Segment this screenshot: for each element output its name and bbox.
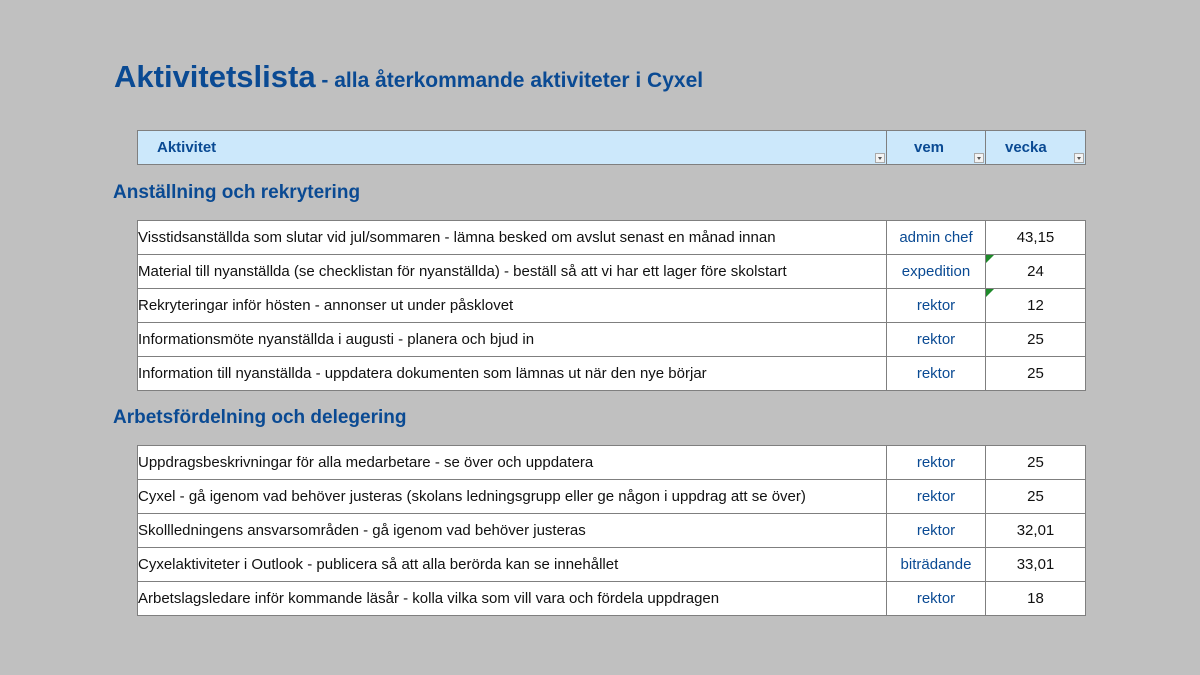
table-row [138, 548, 1086, 582]
cell-vem[interactable]: expedition [887, 255, 986, 289]
cell-vem[interactable]: rektor [887, 323, 986, 357]
cell-aktivitet[interactable]: Information till nyanställda - uppdatera dokumenten som lämnas ut när den nye börjar [138, 357, 887, 391]
cell-vem[interactable]: rektor [887, 480, 986, 514]
cell-vecka[interactable] [986, 446, 1086, 480]
cell-vecka-value: 18 [1027, 590, 1044, 607]
column-header-vecka [986, 131, 1086, 165]
cell-aktivitet[interactable]: Material till nyanställda (se checklistan för nyanställda) - beställ så att vi har ett lager före skolstart [138, 255, 887, 289]
column-header-vem-label: vem [913, 139, 945, 156]
cell-vecka-value: 24 [1027, 263, 1044, 280]
filter-dropdown-vem[interactable] [974, 153, 984, 163]
table-row [138, 446, 1086, 480]
cell-vecka-value: 33,01 [1016, 556, 1055, 573]
column-header-vem [887, 131, 986, 165]
cell-aktivitet[interactable]: Cyxel - gå igenom vad behöver justeras (skolans ledningsgrupp eller ge någon i uppdrag att se över) [138, 480, 887, 514]
cell-vecka-value: 12 [1027, 297, 1044, 314]
cell-vecka[interactable] [986, 514, 1086, 548]
comment-indicator-icon[interactable] [986, 289, 994, 297]
column-header-aktivitet-label: Aktivitet [157, 139, 217, 156]
section-heading-anstallning: Anställning och rekrytering [113, 182, 361, 203]
filter-dropdown-aktivitet[interactable] [875, 153, 885, 163]
table-row [138, 221, 1086, 255]
cell-vecka-value: 32,01 [1016, 522, 1055, 539]
cell-aktivitet[interactable]: Informationsmöte nyanställda i augusti - planera och bjud in [138, 323, 887, 357]
cell-vem[interactable]: rektor [887, 582, 986, 616]
table-row [138, 255, 1086, 289]
cell-vem[interactable]: rektor [887, 446, 986, 480]
cell-aktivitet[interactable]: Cyxelaktiviteter i Outlook - publicera så att alla berörda kan se innehållet [138, 548, 887, 582]
cell-aktivitet[interactable]: Uppdragsbeskrivningar för alla medarbetare - se över och uppdatera [138, 446, 887, 480]
cell-vecka[interactable] [986, 323, 1086, 357]
table-row [138, 514, 1086, 548]
table-row [138, 289, 1086, 323]
column-header-aktivitet [138, 131, 887, 165]
cell-vecka[interactable] [986, 255, 1086, 289]
page-title-main: Aktivitetslista [114, 59, 316, 94]
table-row [138, 480, 1086, 514]
table-row [138, 582, 1086, 616]
activity-table-arbetsfordelning [137, 445, 1086, 616]
cell-vem[interactable]: rektor [887, 289, 986, 323]
column-header-vecka-label: vecka [1005, 139, 1047, 156]
cell-vecka[interactable] [986, 221, 1086, 255]
cell-vem[interactable]: biträdande [887, 548, 986, 582]
cell-vecka[interactable] [986, 582, 1086, 616]
cell-vecka[interactable] [986, 548, 1086, 582]
cell-vecka-value: 43,15 [1016, 229, 1055, 246]
table-row [138, 357, 1086, 391]
cell-vecka-value: 25 [1027, 365, 1044, 382]
cell-vem[interactable]: rektor [887, 357, 986, 391]
cell-vecka[interactable] [986, 480, 1086, 514]
cell-vecka-value: 25 [1027, 454, 1044, 471]
comment-indicator-icon[interactable] [986, 255, 994, 263]
cell-aktivitet[interactable]: Arbetslagsledare inför kommande läsår - kolla vilka som vill vara och fördela uppdragen [138, 582, 887, 616]
cell-vecka[interactable] [986, 357, 1086, 391]
page-title-sub: - alla återkommande aktiviteter i Cyxel [315, 69, 704, 92]
filter-dropdown-vecka[interactable] [1074, 153, 1084, 163]
cell-aktivitet[interactable]: Rekryteringar inför hösten - annonser ut under påsklovet [138, 289, 887, 323]
cell-vecka-value: 25 [1027, 488, 1044, 505]
cell-vecka-value: 25 [1027, 331, 1044, 348]
cell-aktivitet[interactable]: Visstidsanställda som slutar vid jul/sommaren - lämna besked om avslut senast en månad innan [138, 221, 887, 255]
cell-aktivitet[interactable]: Skollledningens ansvarsområden - gå igenom vad behöver justeras [138, 514, 887, 548]
cell-vecka[interactable] [986, 289, 1086, 323]
cell-vem[interactable]: rektor [887, 514, 986, 548]
table-row [138, 323, 1086, 357]
page-title [114, 58, 703, 95]
cell-vem[interactable]: admin chef [887, 221, 986, 255]
column-header-row [137, 130, 1086, 165]
section-heading-arbetsfordelning: Arbetsfördelning och delegering [113, 407, 407, 428]
activity-table-anstallning [137, 220, 1086, 391]
